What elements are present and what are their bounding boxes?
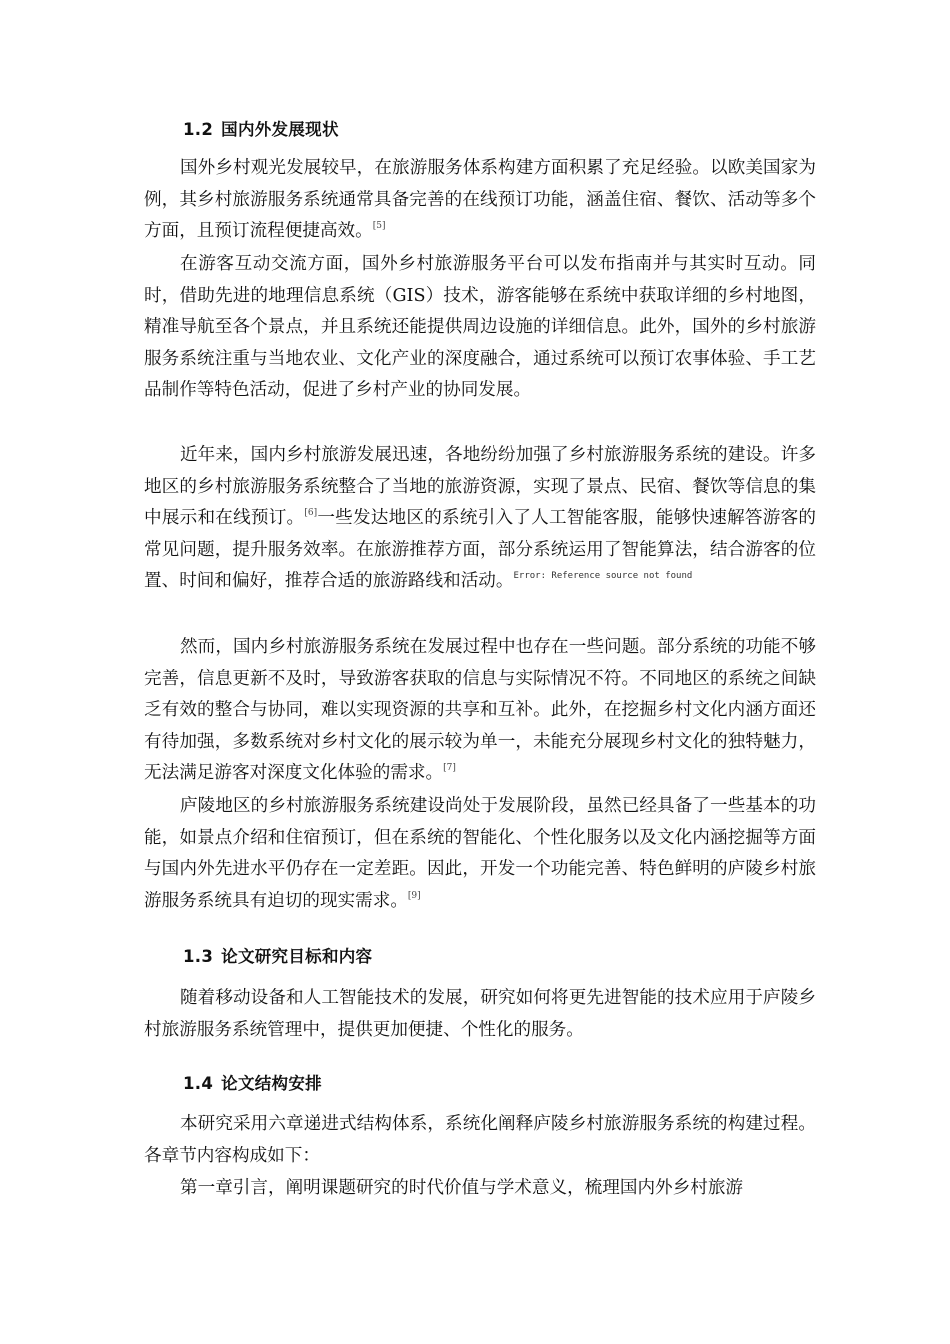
paragraph-text: 然而，国内乡村旅游服务系统在发展过程中也存在一些问题。部分系统的功能不够完善，信息更新不及时，导致游客获取的信息与实际情况不符。不同地区的系统之间缺乏有效的整合与协同，难以实现资源的共享和互补。此外，在挖掘乡村文化内涵方面还有待加强，多数系统对乡村文化的展示较为单一，未能充分展现乡村文化的独特魅力，无法满足游客对深度文化体验的需求。 [144, 637, 816, 783]
section-title: 国内外发展现状 [221, 120, 339, 139]
citation-ref: [9] [407, 890, 421, 901]
section-heading-1-4 [183, 1073, 322, 1095]
reference-error-note: Error: Reference source not found [513, 571, 693, 581]
paragraph-text: 随着移动设备和人工智能技术的发展，研究如何将更先进智能的技术应用于庐陵乡村旅游服务系统管理中，提供更加便捷、个性化的服务。 [144, 988, 816, 1040]
section-title: 论文研究目标和内容 [221, 947, 373, 966]
section-number: 1.3 [183, 947, 214, 966]
paragraph-foreign-interaction [144, 249, 816, 407]
paragraph-text: 在游客互动交流方面，国外乡村旅游服务平台可以发布指南并与其实时互动。同时，借助先进的地理信息系统（GIS）技术，游客能够在系统中获取详细的乡村地图，精准导航至各个景点，并且系统还能提供周边设施的详细信息。此外，国外的乡村旅游服务系统注重与当地农业、文化产业的深度融合，通过系统可以预订农事体验、手工艺品制作等特色活动，促进了乡村产业的协同发展。 [144, 254, 816, 400]
citation-ref: [7] [443, 763, 456, 773]
paragraph-text: 国外乡村观光发展较早，在旅游服务体系构建方面积累了充足经验。以欧美国家为例，其乡村旅游服务系统通常具备完善的在线预订功能，涵盖住宿、餐饮、活动等多个方面，且预订流程便捷高效。 [144, 158, 816, 241]
paragraph-domestic-problems [144, 632, 816, 790]
paragraph-text: 本研究采用六章递进式结构体系，系统化阐释庐陵乡村旅游服务系统的构建过程。各章节内容构成如下： [144, 1114, 816, 1166]
citation-ref: [5] [372, 221, 386, 231]
section-heading-1-2 [183, 119, 339, 141]
paragraph-structure-intro [144, 1109, 816, 1172]
section-number: 1.4 [183, 1074, 214, 1093]
paragraph-text: 一些发达地区的系统引入了人工智能客服，能够快速解答游客的常见问题，提升服务效率。在旅游推荐方面，部分系统运用了智能算法，结合游客的位置、时间和偏好，推荐合适的旅游路线和活动。 [144, 508, 816, 591]
paragraph-text: 第一章引言，阐明课题研究的时代价值与学术意义，梳理国内外乡村旅游 [180, 1178, 744, 1198]
paragraph-text: 庐陵地区的乡村旅游服务系统建设尚处于发展阶段，虽然已经具备了一些基本的功能，如景点介绍和住宿预订，但在系统的智能化、个性化服务以及文化内涵挖掘等方面与国内外先进水平仍存在一定差距。因此，开发一个功能完善、特色鲜明的庐陵乡村旅游服务系统具有迫切的现实需求。 [144, 796, 816, 911]
paragraph-luling-status [144, 791, 816, 917]
section-number: 1.2 [183, 120, 214, 139]
paragraph-foreign-overview [144, 153, 816, 248]
paragraph-domestic-development [144, 440, 816, 598]
paragraph-text: 近年来，国内乡村旅游发展迅速，各地纷纷加强了乡村旅游服务系统的建设。许多地区的乡村旅游服务系统整合了当地的旅游资源，实现了景点、民宿、餐饮等信息的集中展示和在线预订。 [144, 445, 816, 528]
section-title: 论文结构安排 [221, 1074, 322, 1093]
citation-ref: [6] [304, 508, 318, 518]
paragraph-chapter-one [144, 1173, 816, 1205]
paragraph-research-goals [144, 983, 816, 1046]
section-heading-1-3 [183, 946, 372, 968]
